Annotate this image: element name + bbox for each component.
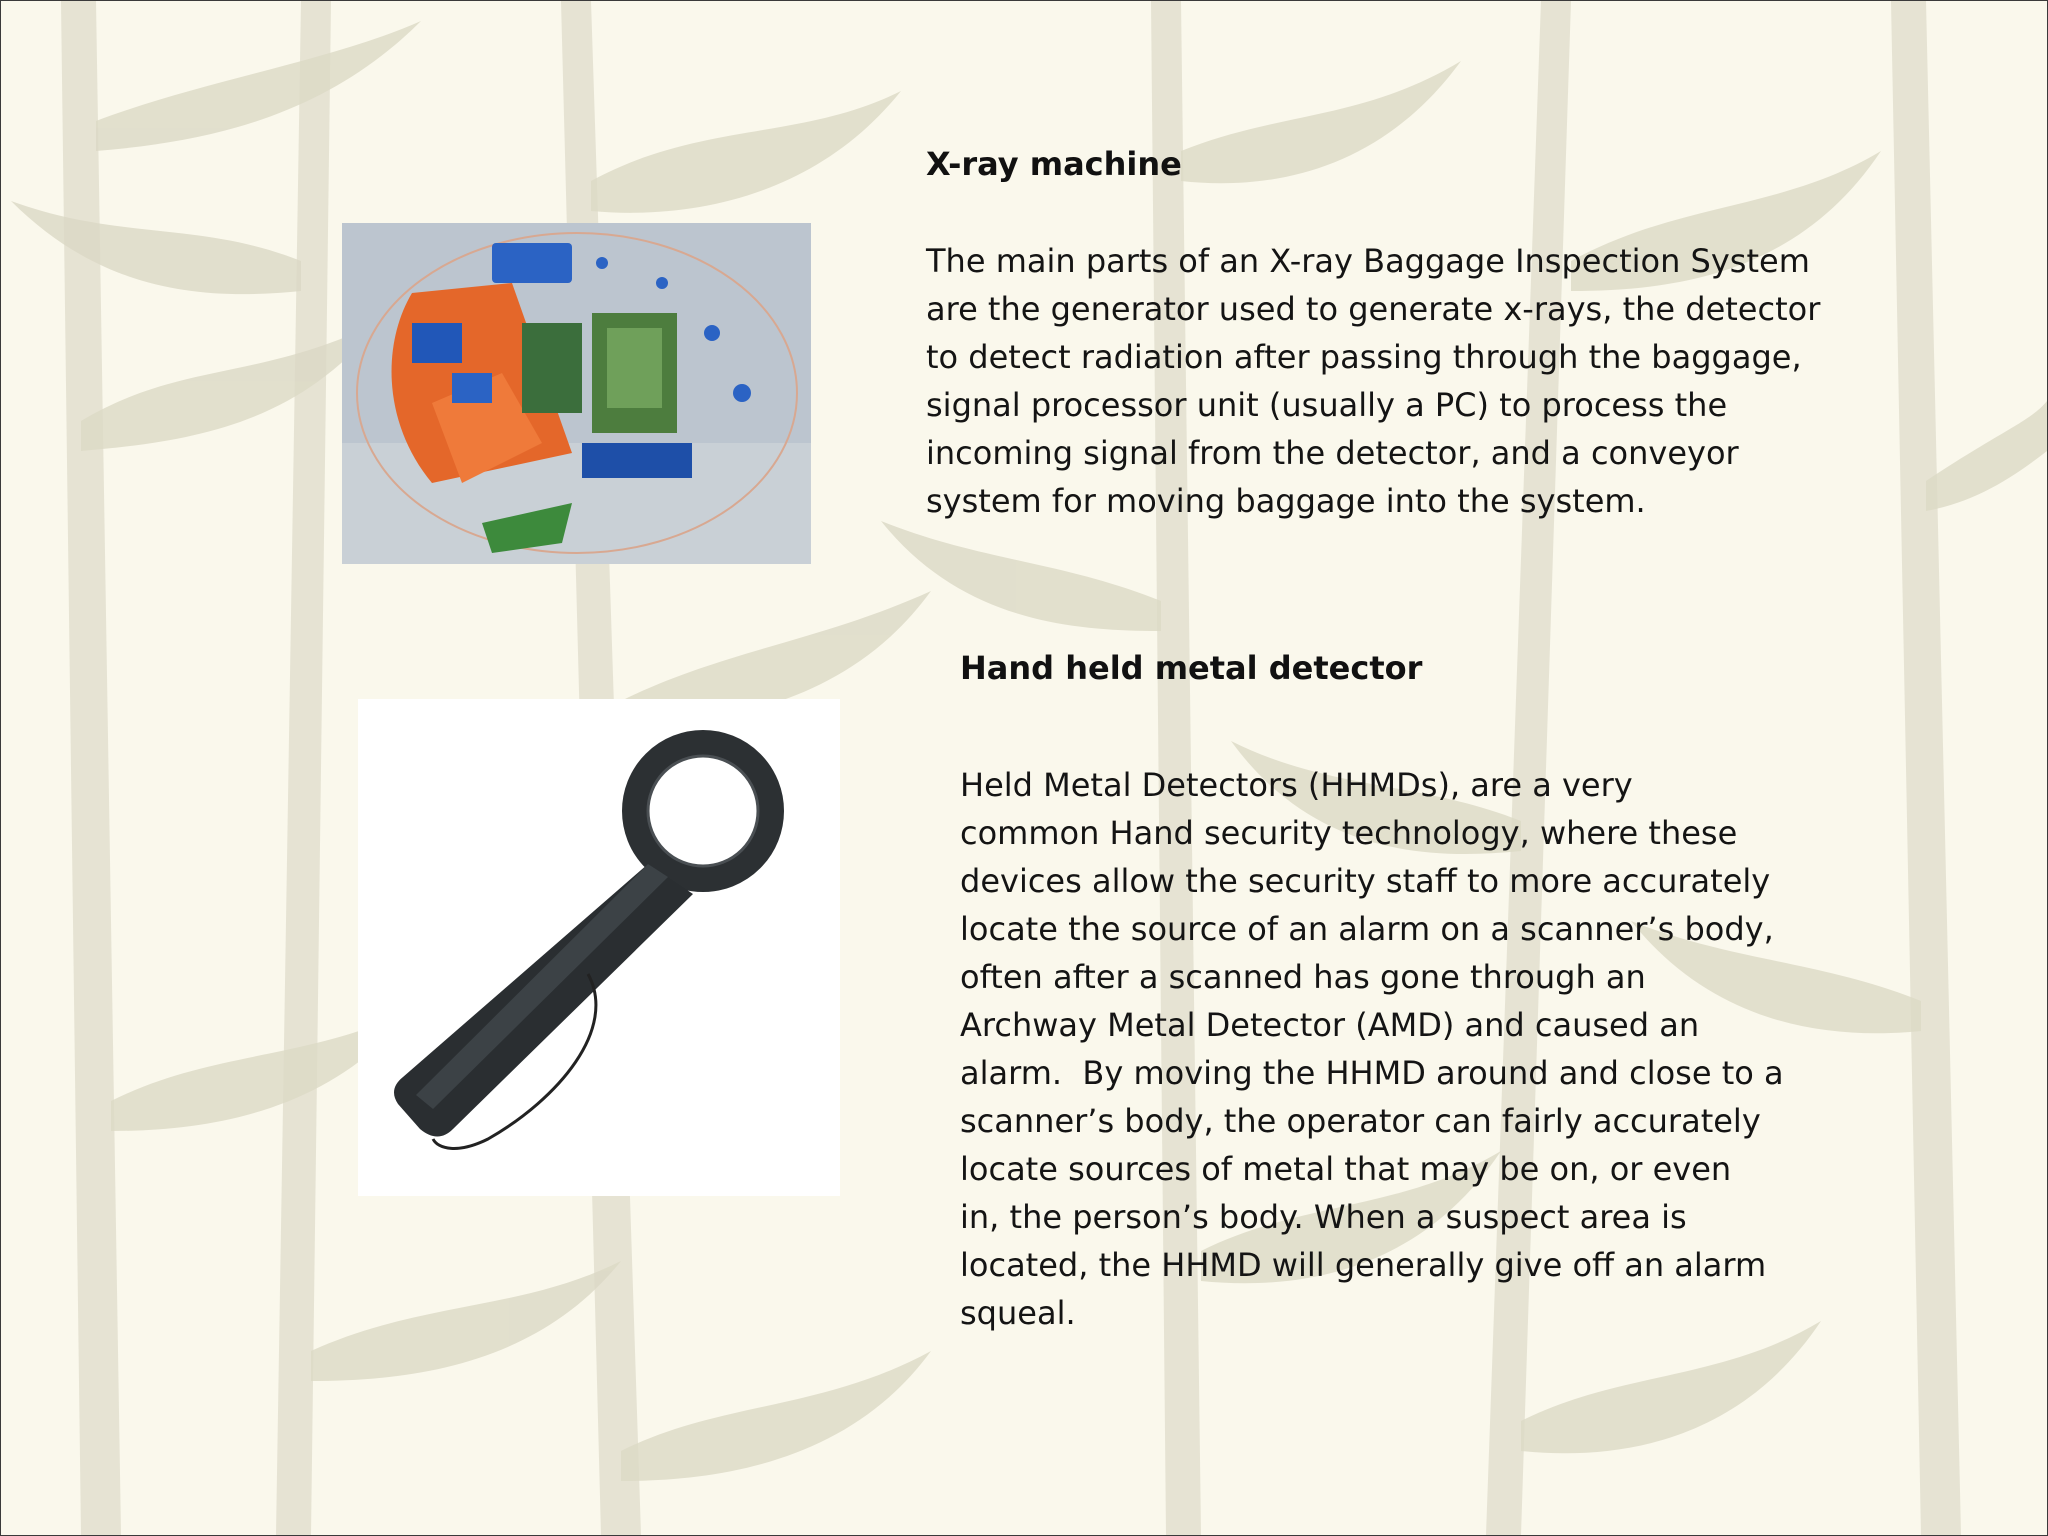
xray-body-line: are the generator used to generate x-rays, the detector (926, 290, 1821, 328)
detector-body-line: scanner’s body, the operator can fairly accurately (960, 1102, 1761, 1140)
xray-body-line: incoming signal from the detector, and a conveyor (926, 434, 1739, 472)
detector-body-line: locate the source of an alarm on a scanner’s body, (960, 910, 1774, 948)
detector-body-line: often after a scanned has gone through an (960, 958, 1646, 996)
xray-body-line: to detect radiation after passing through the baggage, (926, 338, 1802, 376)
xray-body-line: system for moving baggage into the system. (926, 482, 1646, 520)
detector-body-line: Archway Metal Detector (AMD) and caused an (960, 1006, 1700, 1044)
detector-section-body (960, 761, 1784, 1337)
detector-body-line: common Hand security technology, where these (960, 814, 1738, 852)
detector-body-line: in, the person’s body. When a suspect area is (960, 1198, 1687, 1236)
xray-section-body (926, 237, 1820, 525)
xray-body-line: signal processor unit (usually a PC) to process the (926, 386, 1728, 424)
detector-body-line: squeal. (960, 1294, 1076, 1332)
detector-section-title: Hand held metal detector (960, 649, 1423, 687)
detector-body-line: locate sources of metal that may be on, or even (960, 1150, 1732, 1188)
xray-body-line: The main parts of an X-ray Baggage Inspection System (926, 242, 1810, 280)
xray-section-title: X-ray machine (926, 145, 1182, 183)
detector-body-line: devices allow the security staff to more accurately (960, 862, 1771, 900)
detector-body-line: Held Metal Detectors (HHMDs), are a very (960, 766, 1633, 804)
hand-held-metal-detector-image (358, 699, 840, 1196)
detector-body-line: alarm. By moving the HHMD around and close to a (960, 1054, 1784, 1092)
xray-baggage-scan-image (342, 223, 811, 564)
detector-body-line: located, the HHMD will generally give off an alarm (960, 1246, 1767, 1284)
